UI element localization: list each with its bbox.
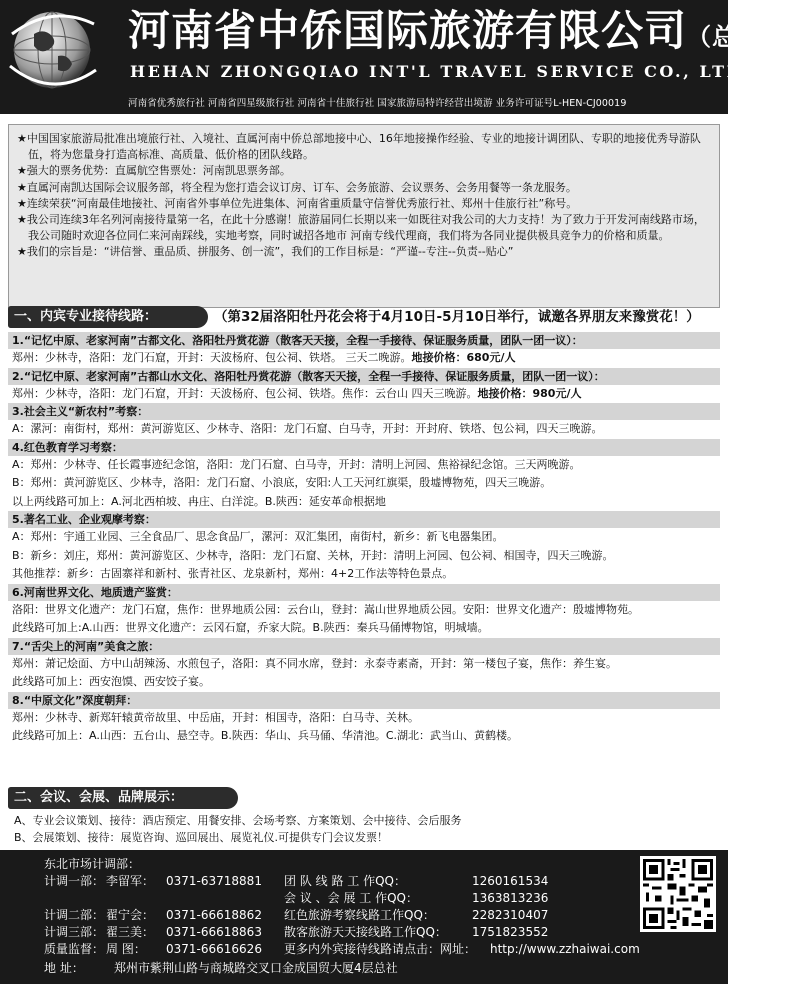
qr-code-icon (640, 856, 716, 932)
contact-qq[interactable]: 1260161534 (472, 874, 549, 888)
intro-item: ★中国国家旅游局批准出境旅行社、入境社、直属河南中侨总部地接中心、16年地接操作经验、专业的地接计调团队、专职的地接优秀导游队伍，将为您量身打造高标准、高质量、低价格的团队线路。 (17, 132, 701, 162)
market-label: 东北市场计调部： (44, 857, 141, 871)
section-conference-label: 二、会议、会展、品牌展示： (8, 787, 238, 809)
contact-phone: 0371-66616626 (166, 942, 262, 956)
contact-desc: 团 队 线 路 工 作QQ： (284, 874, 406, 888)
contact-phone: 0371-66618863 (166, 925, 262, 939)
contact-role: 计调一部： (44, 874, 105, 888)
address-text: 郑州市紫荆山路与商城路交叉口金成国贸大厦4层总社 (114, 961, 398, 975)
contact-role: 计调二部： (44, 908, 105, 922)
route-line: A：漯河：南街村，郑州：黄河游览区、少林寺、洛阳：龙门石窟、白马寺，开封：开封府、铁塔、包公祠，四天三晚游。 (12, 422, 603, 435)
contact-qq[interactable]: 1751823552 (472, 925, 549, 939)
contact-name: 翟宁会： (106, 908, 155, 922)
route-line: B：郑州：黄河游览区、少林寺，洛阳：龙门石窟、小浪底，安阳:人工天河红旗渠，殷墟博物苑，四天三晚游。 (12, 476, 552, 489)
contact-qq[interactable]: 1363813236 (472, 891, 549, 905)
route-line: 以上两线路可加上：A.河北西柏坡、冉庄、白洋淀。B.陕西：延安革命根据地 (12, 494, 386, 508)
contact-desc: 散客旅游天天接线路工作QQ： (284, 925, 447, 939)
contact-phone: 0371-63718881 (166, 874, 262, 888)
company-title-suffix: （总社） (687, 22, 787, 51)
company-title (128, 6, 787, 62)
contact-role: 计调三部： (44, 925, 105, 939)
route-title: 3.社会主义“新农村”考察： (8, 403, 720, 420)
route-title: 8.“中原文化”深度朝拜： (8, 692, 720, 709)
intro-item: ★我们的宗旨是：“讲信誉、重品质、拼服务、创一流”，我们的工作目标是：“严谨--专注--负责--贴心” (17, 245, 514, 259)
route-line: A：郑州：少林寺、任长霞事迹纪念馆，洛阳：龙门石窟、白马寺，开封：清明上河园、焦裕禄纪念馆。三天两晚游。 (12, 457, 581, 471)
contact-phone: 0371-66618862 (166, 908, 262, 922)
route-line: B：新乡：刘庄，郑州：黄河游览区、少林寺，洛阳：龙门石窟、关林，开封：清明上河园、包公祠、相国寺，四天三晚游。 (12, 548, 614, 562)
route-title: 4.红色教育学习考察： (8, 439, 720, 456)
intro-box (8, 124, 720, 308)
contact-desc: 红色旅游考察线路工作QQ： (284, 908, 435, 922)
intro-item: ★直属河南凯达国际会议服务部，将全程为您打造会议订房、订车、会务旅游、会议票务、会务用餐等一条龙服务。 (17, 180, 577, 194)
conference-item: B、会展策划、接待：展览咨询、巡回展出、展览礼仪.可提供专门会议发票！ (14, 831, 389, 844)
intro-item: ★连续荣获“河南最佳地接社、河南省外事单位先进集体、河南省重质量守信誉优秀旅行社、郑州十佳旅行社”称号。 (17, 196, 578, 210)
company-credentials: 河南省优秀旅行社 河南省四星级旅行社 河南省十佳旅行社 国家旅游局特许经营出境游 业务许可证号L-HEN-CJ00019 (128, 98, 627, 109)
route-title: 5.著名工业、企业观摩考察： (8, 511, 720, 528)
intro-item: ★强大的票务优势：直属航空售票处：河南凯思票务部。 (17, 164, 291, 178)
address-label: 地 址： (44, 961, 84, 975)
contact-name: 翟三美： (106, 925, 155, 939)
conference-services (14, 812, 714, 846)
route-price: 地接价格：680元/人 (411, 351, 516, 364)
route-line: 郑州：萧记烩面、方中山胡辣汤、水煎包子，洛阳：真不同水席，登封：永泰寺素斋，开封：第一楼包子宴，焦作：养生宴。 (12, 656, 617, 670)
company-name-en: HEHAN ZHONGQIAO INT'L TRAVEL SERVICE CO., LTD (130, 62, 744, 81)
contact-desc: 更多内外宾接待线路请点击：网址： (284, 942, 477, 956)
route-detail: 郑州：少林寺，洛阳：龙门石窟，开封：天波杨府、包公祠、铁塔。焦作：云台山 四天三晚游。 (12, 386, 478, 400)
route-detail: 郑州：少林寺，洛阳：龙门石窟，开封：天波杨府、包公祠、铁塔。 三天二晚游。 (12, 351, 412, 364)
route-title: 7.“舌尖上的河南”美食之旅： (8, 638, 720, 655)
contact-footer (0, 850, 728, 984)
website-link[interactable]: http://www.zzhaiwai.com (490, 942, 640, 956)
peony-festival-note: （第32届洛阳牡丹花会将于4月10日-5月10日举行，诚邀各界朋友来豫赏花！） (214, 309, 700, 325)
route-line: 此线路可加上:A.山西：世界文化遗产：云冈石窟，乔家大院。B.陕西：秦兵马俑博物馆，明城墙。 (12, 621, 489, 634)
route-line: 此线路可加上：西安泡馍、西安饺子宴。 (12, 675, 210, 688)
contact-desc: 会 议 、会 展 工 作QQ： (284, 891, 418, 905)
conference-item: A、专业会议策划、接待：酒店预定、用餐安排、会场考察、方案策划、会中接待、会后服务 (14, 814, 462, 827)
contact-name: 李留军： (106, 874, 155, 888)
route-price: 地接价格：980元/人 (477, 386, 582, 400)
globe-logo-icon (6, 4, 98, 92)
route-title: 2.“记忆中原、老家河南”古都山水文化、洛阳牡丹赏花游（散客天天接，全程一手接待、保证服务质量，团队一团一议）： (8, 368, 720, 385)
intro-item: ★我公司连续3年名列河南接待量第一名，在此十分感谢！旅游届同仁长期以来一如既往对我公司的大力支持！为了致力于开发河南线路市场，我公司随时欢迎各位同仁来河南踩线，实地考察，同时诚招各地市 河南专线代理商，我们将为各同业提供极具竞争力的价格和质量。 (17, 213, 705, 243)
route-line: 郑州：少林寺、新郑轩辕黄帝故里、中岳庙，开封：相国寺，洛阳：白马寺、关林。 (12, 710, 419, 724)
route-title: 6.河南世界文化、地质遗产鉴赏： (8, 584, 720, 601)
section-domestic-routes-label: 一、内宾专业接待线路： (8, 306, 208, 328)
section-domestic-routes-header (8, 306, 720, 328)
company-name: 河南省中侨国际旅游有限公司 (128, 6, 688, 55)
route-list (8, 332, 720, 746)
section-conference-header (8, 787, 720, 809)
route-line: 其他推荐：新乡：古固寨祥和新村、张青社区、龙泉新村，郑州：4+2工作法等特色景点。 (12, 567, 454, 580)
route-line (8, 349, 720, 368)
route-title: 1.“记忆中原、老家河南”古都文化、洛阳牡丹赏花游（散客天天接，全程一手接待、保证服务质量，团队一团一议）： (8, 332, 720, 349)
route-line: 此线路可加上：A.山西：五台山、悬空寺。B.陕西：华山、兵马俑、华清池。C.湖北：武当山、黄鹤楼。 (12, 729, 519, 742)
contact-role: 质量监督： (44, 942, 105, 956)
route-line: 洛阳：世界文化遗产：龙门石窟，焦作：世界地质公园：云台山，登封：嵩山世界地质公园。安阳：世界文化遗产：殷墟博物苑。 (12, 602, 639, 616)
contact-name: 周 图： (106, 942, 146, 956)
header-banner (0, 0, 787, 114)
route-line: A：郑州：宇通工业园、三全食品厂、思念食品厂，漯河：双汇集团，南街村，新乡：新飞电器集团。 (12, 530, 504, 543)
route-line (8, 385, 720, 404)
contact-qq[interactable]: 2282310407 (472, 908, 549, 922)
